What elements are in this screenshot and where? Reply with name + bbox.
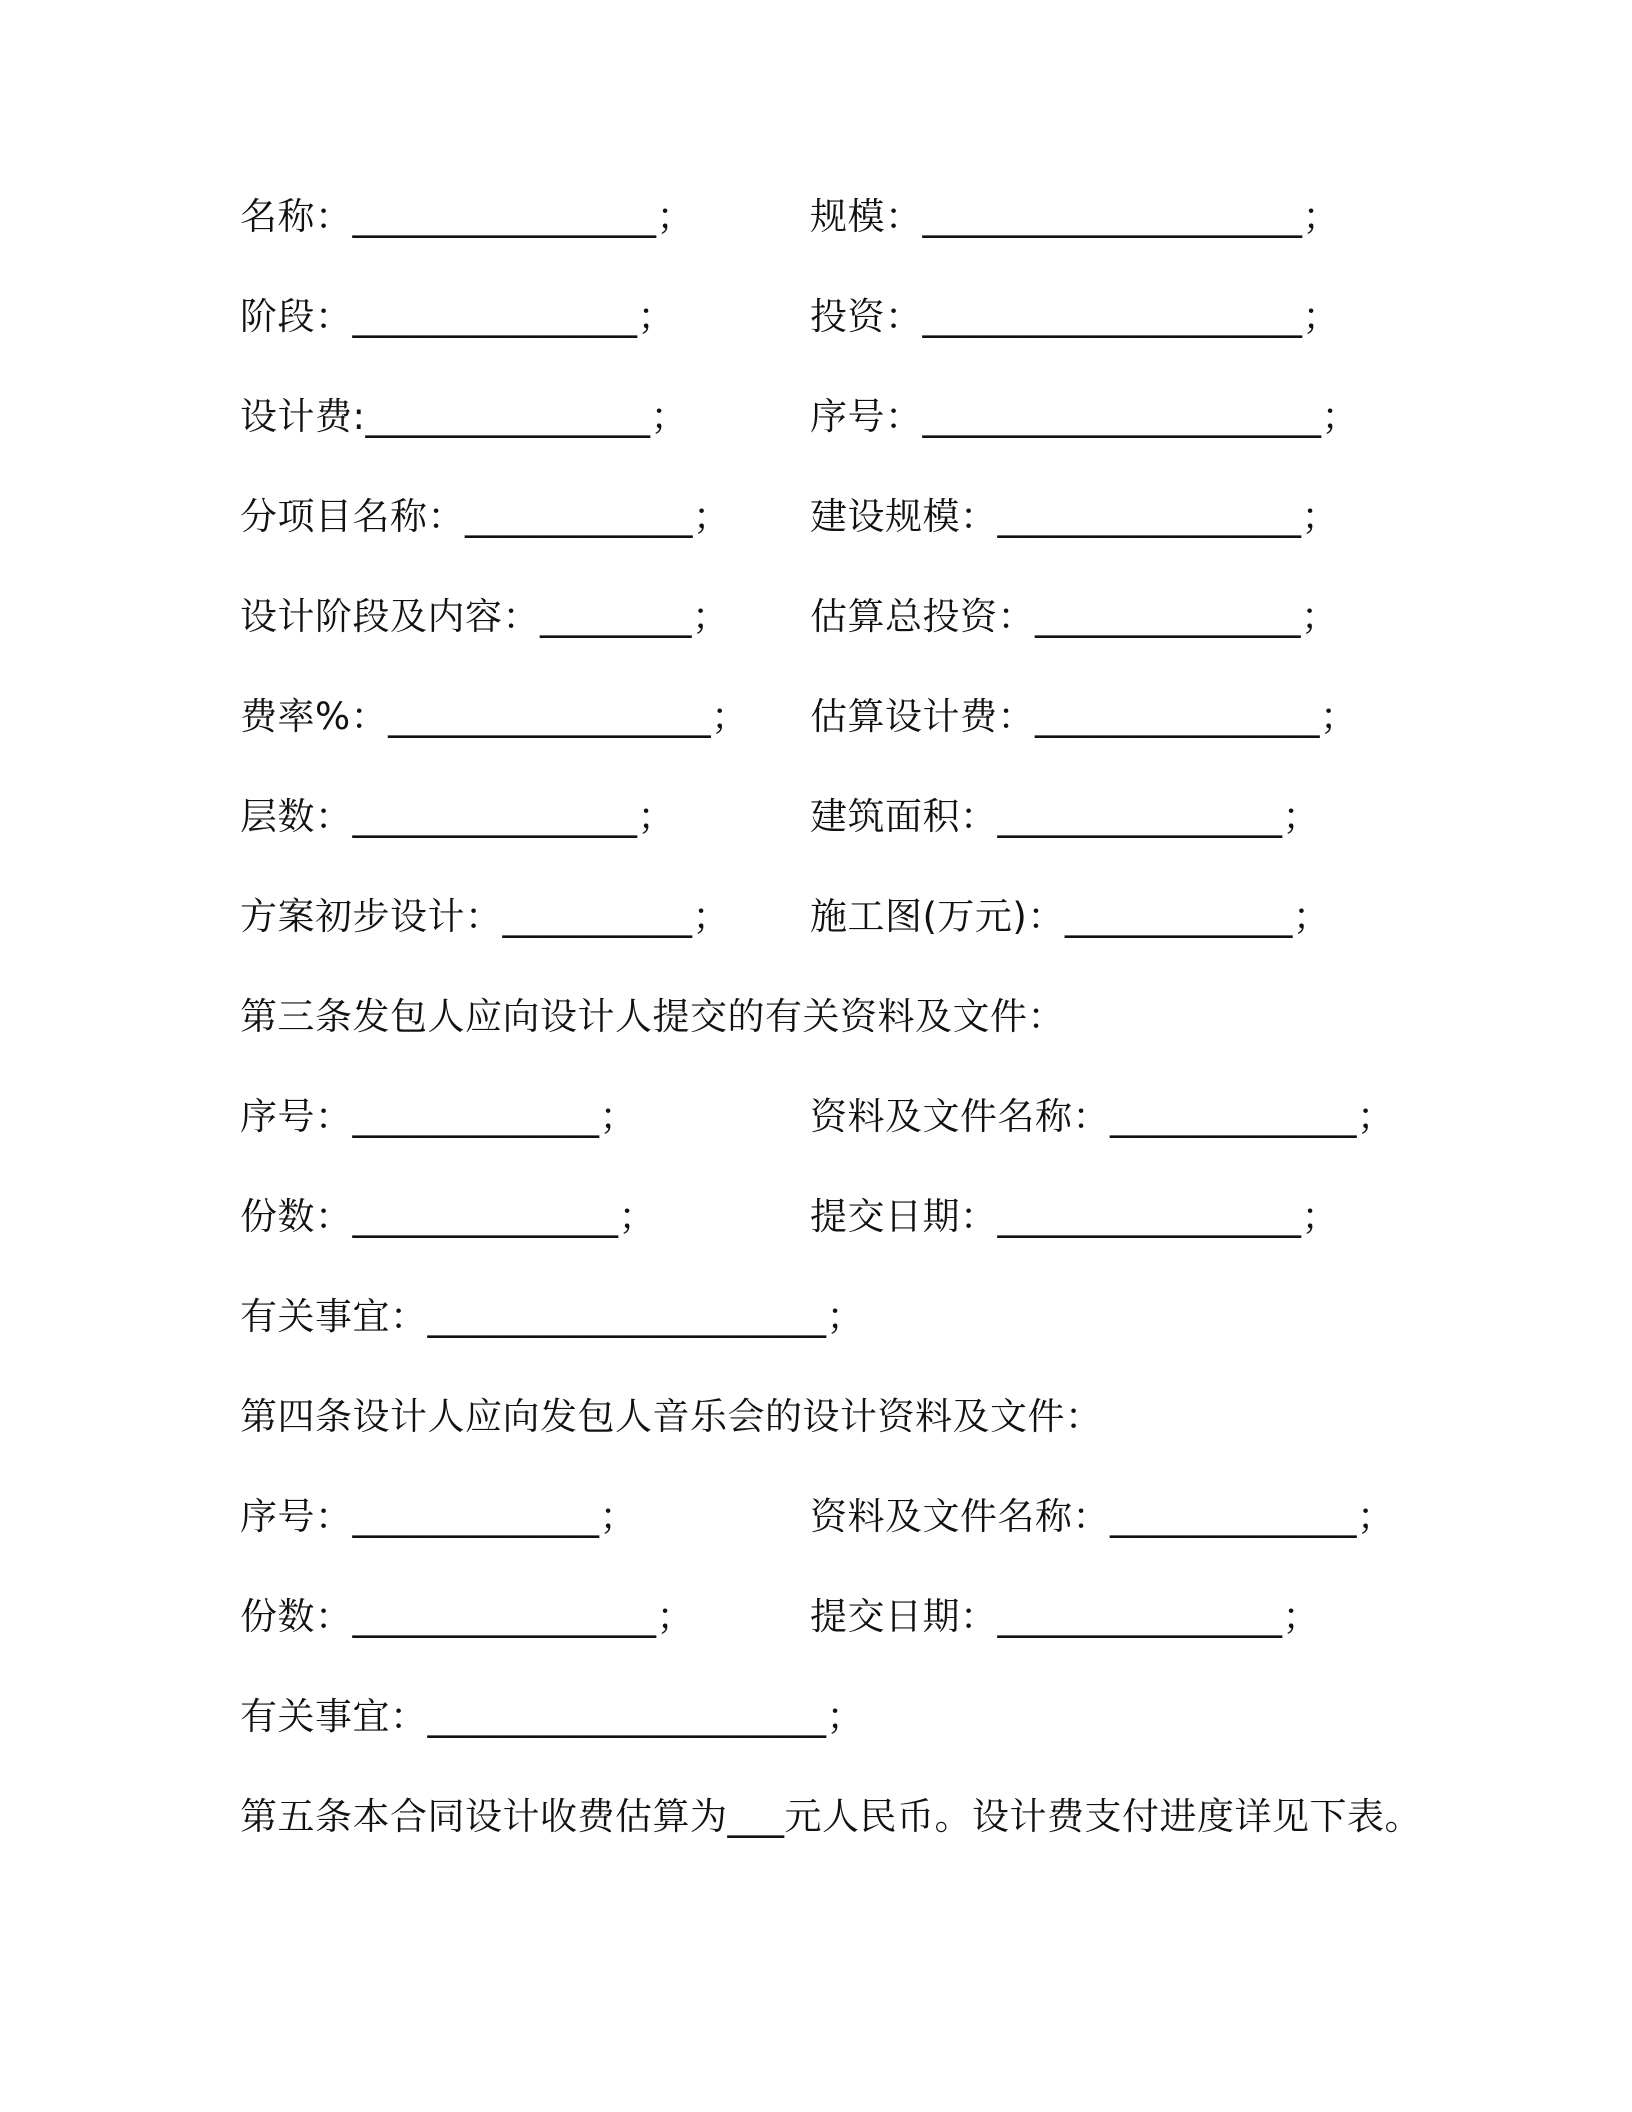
article-4-copies: 份数：________________；: [240, 1595, 694, 1638]
field-estimated-total-investment: 估算总投资：______________；: [810, 595, 1339, 638]
field-rate: 费率%：_________________；: [240, 695, 749, 738]
article-4-submission-date: 提交日期：_______________；: [810, 1595, 1320, 1638]
field-estimated-design-fee: 估算设计费：_______________；: [810, 695, 1358, 738]
field-construction-scale: 建设规模：________________；: [810, 495, 1339, 538]
article-3-submission-date: 提交日期：________________；: [810, 1195, 1339, 1238]
field-scale: 规模：____________________；: [810, 195, 1340, 238]
article-5-text: 第五条本合同设计收费估算为___元人民币。设计费支付进度详见下表。: [240, 1795, 1422, 1838]
article-3-heading: 第三条发包人应向设计人提交的有关资料及文件：: [240, 995, 1065, 1038]
field-floors: 层数：_______________；: [240, 795, 675, 838]
field-name: 名称：________________；: [240, 195, 694, 238]
article-3-copies: 份数：______________；: [240, 1195, 656, 1238]
field-subproject-name: 分项目名称：____________；: [240, 495, 731, 538]
field-preliminary-design: 方案初步设计：__________；: [240, 895, 730, 938]
field-construction-drawing: 施工图(万元)：____________；: [810, 895, 1331, 938]
article-3-related-matters: 有关事宜：_____________________；: [240, 1295, 864, 1338]
article-3-serial-number: 序号：_____________；: [240, 1095, 637, 1138]
article-4-serial-number: 序号：_____________；: [240, 1495, 637, 1538]
field-building-area: 建筑面积：_______________；: [810, 795, 1320, 838]
field-investment: 投资：____________________；: [810, 295, 1340, 338]
article-4-related-matters: 有关事宜：_____________________；: [240, 1695, 864, 1738]
article-4-document-name: 资料及文件名称：_____________；: [810, 1495, 1395, 1538]
field-stage: 阶段：_______________；: [240, 295, 675, 338]
field-serial-number: 序号：_____________________；: [810, 395, 1359, 438]
article-3-document-name: 资料及文件名称：_____________；: [810, 1095, 1395, 1138]
article-4-heading: 第四条设计人应向发包人音乐会的设计资料及文件：: [240, 1395, 1103, 1438]
field-design-stage-content: 设计阶段及内容：________；: [240, 595, 730, 638]
field-design-fee: 设计费:_______________；: [240, 395, 688, 438]
